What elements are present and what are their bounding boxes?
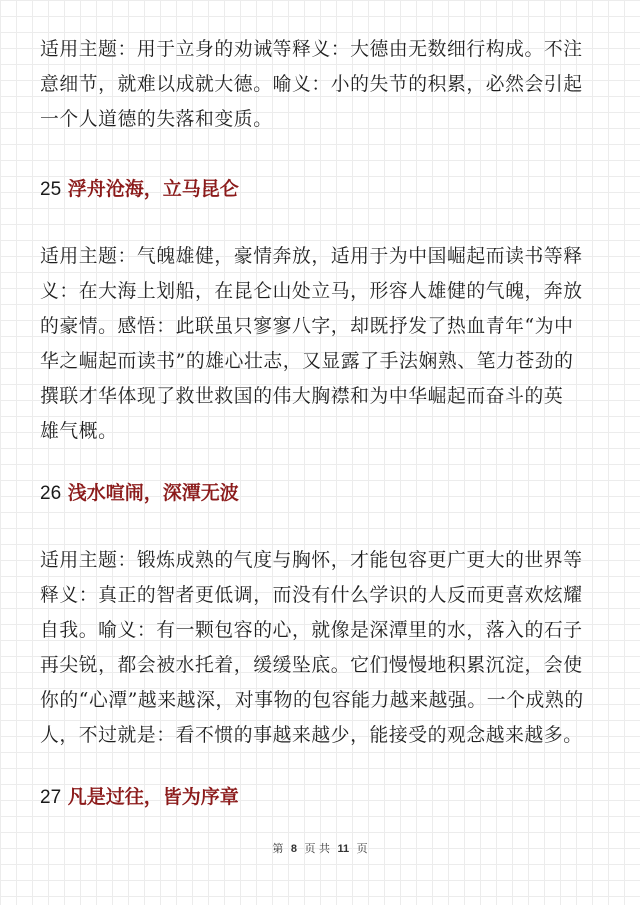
paragraph-line: 的豪情。感悟：此联虽只寥寥八字，却既抒发了热血青年“为中 [40,316,574,337]
section-heading-26 [40,476,239,511]
section-title: 浮舟沧海，立马昆仑 [67,178,239,200]
intro-paragraph [40,32,610,137]
section-number: 25 [40,179,62,200]
paragraph-line: 自我。喻义：有一颗包容的心，就像是深潭里的水，落入的石子 [40,620,583,641]
section-heading-27 [40,780,239,815]
footer-suffix: 页 [356,842,368,855]
footer-total-pages: 11 [337,843,350,855]
paragraph-line: 人，不过就是：看不惯的事越来越少，能接受的观念越来越多。 [40,725,583,746]
paragraph-line: 释义：真正的智者更低调，而没有什么学识的人反而更喜欢炫耀 [40,585,583,606]
section-number: 27 [40,787,62,808]
section-26-paragraph [40,543,610,753]
section-heading-25 [40,172,239,207]
footer-page-number: 8 [290,843,297,855]
paragraph-line: 撰联才华体现了救世救国的伟大胸襟和为中华崛起而奋斗的英 [40,386,564,407]
footer-prefix: 第 [272,842,284,855]
paragraph-line: 适用主题：锻炼成熟的气度与胸怀，才能包容更广更大的世界等 [40,550,583,571]
section-title: 浅水喧闹，深潭无波 [67,482,239,504]
section-25-paragraph [40,239,610,449]
paragraph-line: 适用主题：气魄雄健，豪情奔放，适用于为中国崛起而读书等释 [40,246,583,267]
paragraph-line: 意细节，就难以成就大德。喻义：小的失节的积累，必然会引起 [40,74,583,95]
paragraph-line: 华之崛起而读书”的雄心壮志，又显露了手法娴熟、笔力苍劲的 [40,351,574,372]
paragraph-line: 一个人道德的失落和变质。 [40,109,273,130]
section-number: 26 [40,483,62,504]
paragraph-line: 适用主题：用于立身的劝诫等释义：大德由无数细行构成。不注 [40,39,583,60]
footer-mid: 页 共 [304,842,330,855]
section-title: 凡是过往，皆为序章 [67,786,239,808]
paragraph-line: 雄气概。 [40,421,118,442]
paragraph-line: 义：在大海上划船，在昆仑山处立马，形容人雄健的气魄，奔放 [40,281,583,302]
paragraph-line: 你的“心潭”越来越深，对事物的包容能力越来越强。一个成熟的 [40,690,584,711]
page-footer [0,840,640,856]
paragraph-line: 再尖锐，都会被水托着，缓缓坠底。它们慢慢地积累沉淀，会使 [40,655,583,676]
